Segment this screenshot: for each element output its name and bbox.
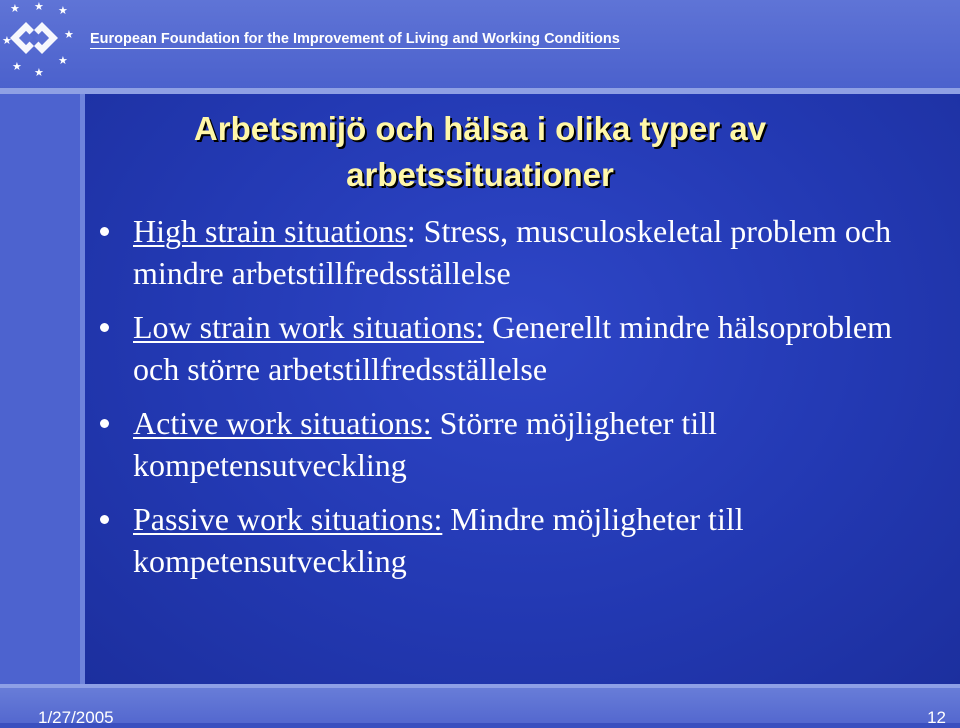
svg-text:★: ★ [2, 34, 12, 47]
bullet-dot-icon [100, 323, 109, 332]
bullet-dot-icon [100, 227, 109, 236]
slide-title [100, 106, 860, 198]
slide-title-line-1: Arbetsmijö och hälsa i olika typer av [193, 110, 767, 147]
bullet-key-term: High strain situations [133, 213, 407, 249]
footer-divider [0, 684, 960, 688]
bullet-dot-icon [100, 419, 109, 428]
bullet-list [100, 210, 940, 594]
svg-text:★: ★ [64, 28, 74, 41]
svg-text:★: ★ [34, 0, 44, 13]
bullet-text: Mindre möjligheter till kompetensutveckling [133, 501, 744, 579]
bullet-item-low-strain [100, 306, 940, 390]
bullet-dot-icon [100, 515, 109, 524]
footer-bar [0, 684, 960, 723]
bullet-item-high-strain [100, 210, 940, 294]
svg-text:★: ★ [58, 4, 68, 17]
svg-text:★: ★ [12, 60, 22, 73]
bullet-key-term: Passive work situations: [133, 501, 443, 537]
slide-title-line-2: arbetssituationer [346, 156, 614, 193]
bullet-key-term: Active work situations: [133, 405, 432, 441]
slide-date: 1/27/2005 [38, 708, 114, 727]
eurofound-logo-icon [0, 0, 80, 88]
bullet-key-term: Low strain work situations: [133, 309, 485, 345]
left-decorative-band [0, 94, 82, 684]
bullet-item-active-work [100, 402, 940, 486]
bullet-text: : Stress, musculoskeletal problem och mindre arbetstillfredsställelse [133, 213, 892, 291]
svg-text:★: ★ [58, 54, 68, 67]
bullet-item-passive-work [100, 498, 940, 582]
organization-name: European Foundation for the Improvement of Living and Working Conditions [90, 31, 620, 47]
svg-text:★: ★ [10, 2, 20, 15]
bullet-text: Större möjligheter till kompetensutveckling [133, 405, 717, 483]
bullet-text: Generellt mindre hälsoproblem och större arbetstillfredsställelse [133, 309, 892, 387]
svg-text:★: ★ [34, 66, 44, 79]
slide-page-number: 12 [927, 708, 946, 727]
